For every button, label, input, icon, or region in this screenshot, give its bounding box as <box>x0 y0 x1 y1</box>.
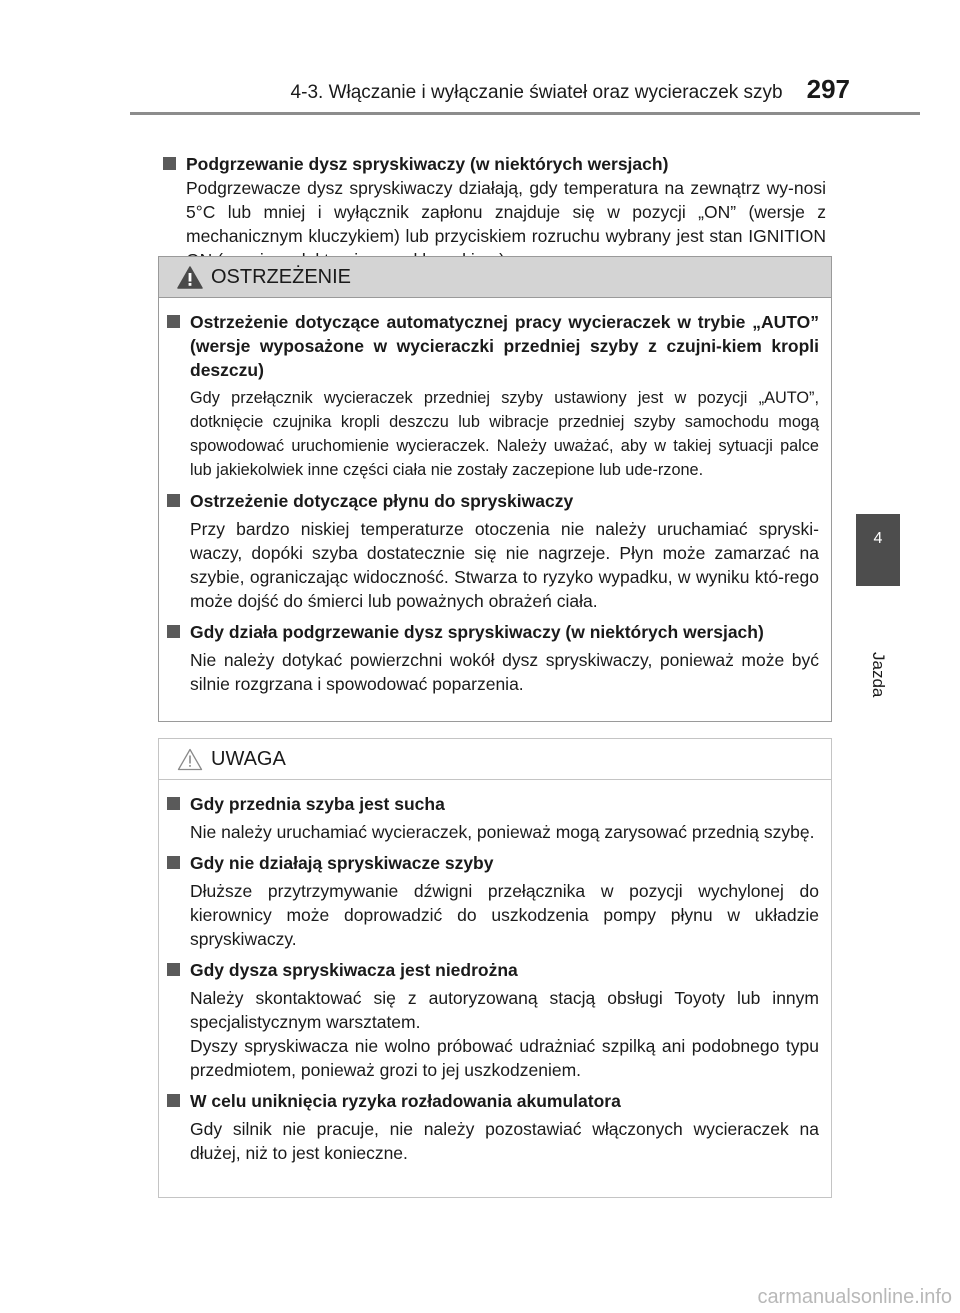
notice-title: UWAGA <box>211 747 286 770</box>
notice-section-heading <box>167 958 819 982</box>
chapter-label: Jazda <box>869 652 888 698</box>
warning-header <box>159 257 831 298</box>
warning-section-body: Nie należy dotykać powierzchni wokół dysz spryskiwaczy, ponieważ może być silnie rozgrzana i spowodować poparzenia. <box>190 650 819 694</box>
page-header <box>130 74 850 105</box>
warning-section-heading <box>167 310 819 382</box>
notice-section <box>167 1089 819 1165</box>
section-title: 4-3. Włączanie i wyłączanie świateł oraz wycieraczek szyb <box>290 82 783 103</box>
notice-header <box>159 739 831 780</box>
warning-heading-text: Ostrzeżenie dotyczące automatycznej pracy wycieraczek w trybie „AUTO” (wersje wyposażone w wycieraczki przedniej szyby z czujni-kiem kropli deszczu) <box>190 312 819 380</box>
chapter-number: 4 <box>873 530 883 547</box>
warning-box <box>158 256 832 722</box>
warning-content <box>159 298 831 696</box>
warning-section-body: Przy bardzo niskiej temperaturze otoczenia nie należy uruchamiać spryski-waczy, dopóki szyba dostatecznie się nie nagrzeje. Płyn może zamarzać na szybie, ograniczając widoczność. Stwarza to ryzyko wypadku, w wyniku któ-rego może dojść do śmierci lub poważnych obrażeń ciała. <box>190 519 819 611</box>
chapter-label-wrap <box>856 596 900 698</box>
watermark: carmanualsonline.info <box>757 1286 952 1308</box>
notice-section-heading <box>167 1089 819 1113</box>
warning-heading-text: Ostrzeżenie dotyczące płynu do spryskiwaczy <box>190 491 574 511</box>
notice-section-body-extra: Dyszy spryskiwacza nie wolno próbować udrażniać szpilką ani podobnego typu przedmiotem, ponieważ grozi to jej uszkodzeniem. <box>190 1036 819 1080</box>
warning-section <box>167 620 819 696</box>
intro-heading-text: Podgrzewanie dysz spryskiwaczy (w niektórych wersjach) <box>186 154 669 174</box>
header-rule <box>130 112 920 115</box>
page-number: 297 <box>806 74 850 104</box>
notice-section <box>167 851 819 951</box>
bullet-square-icon <box>167 625 180 638</box>
bullet-square-icon <box>163 157 176 170</box>
notice-content <box>159 780 831 1165</box>
bullet-square-icon <box>167 315 180 328</box>
notice-heading-text: Gdy dysza spryskiwacza jest niedrożna <box>190 960 518 980</box>
notice-box <box>158 738 832 1198</box>
notice-section-body: Gdy silnik nie pracuje, nie należy pozostawiać włączonych wycieraczek na dłużej, niż to jest konieczne. <box>190 1119 819 1163</box>
warning-heading-text: Gdy działa podgrzewanie dysz spryskiwaczy (w niektórych wersjach) <box>190 622 764 642</box>
warning-section-body: Gdy przełącznik wycieraczek przedniej szyby ustawiony jest w pozycji „AUTO”, dotknięcie czujnika kropli deszczu lub wibracje przedniej szyby samochodu mogą spowodować uruchomienie wycieraczek. Należy uważać, aby w takiej sytuacji palce lub jakiekolwiek inne części ciała nie zostały zaczepione lub ude-rzone. <box>190 389 819 479</box>
bullet-square-icon <box>167 1094 180 1107</box>
notice-section-body: Nie należy uruchamiać wycieraczek, ponieważ mogą zarysować przednią szybę. <box>190 822 815 842</box>
intro-section <box>163 152 826 272</box>
notice-section-heading <box>167 792 819 816</box>
bullet-square-icon <box>167 856 180 869</box>
intro-heading <box>163 152 826 176</box>
bullet-square-icon <box>167 494 180 507</box>
intro-body: Podgrzewacze dysz spryskiwaczy działają, gdy temperatura na zewnątrz wy-nosi 5°C lub mniej i wyłącznik zapłonu znajduje się w pozycji „ON” (wersje z mechanicznym kluczykiem) lub przyciskiem rozruchu wybrany jest stan IGNITION <box>186 178 826 246</box>
warning-title: OSTRZEŻENIE <box>211 265 352 288</box>
notice-heading-text: W celu uniknięcia ryzyka rozładowania akumulatora <box>190 1091 621 1111</box>
notice-section <box>167 958 819 1082</box>
notice-section-body: Dłuższe przytrzymywanie dźwigni przełącznika w pozycji wychylonej do kierownicy może doprowadzić do uszkodzenia pompy płynu w układzie spryskiwaczy. <box>190 881 819 949</box>
warning-section <box>167 310 819 482</box>
notice-section <box>167 792 819 844</box>
notice-heading-text: Gdy przednia szyba jest sucha <box>190 794 445 814</box>
notice-heading-text: Gdy nie działają spryskiwacze szyby <box>190 853 494 873</box>
warning-section-heading <box>167 489 819 513</box>
notice-section-body: Należy skontaktować się z autoryzowaną stacją obsługi Toyoty lub innym specjalistycznym warsztatem. <box>190 988 819 1032</box>
warning-section-heading <box>167 620 819 644</box>
caution-triangle-outline-icon <box>177 748 203 771</box>
notice-section-heading <box>167 851 819 875</box>
chapter-tab <box>856 514 900 586</box>
bullet-square-icon <box>167 963 180 976</box>
bullet-square-icon <box>167 797 180 810</box>
warning-section <box>167 489 819 613</box>
warning-triangle-icon <box>177 266 203 289</box>
